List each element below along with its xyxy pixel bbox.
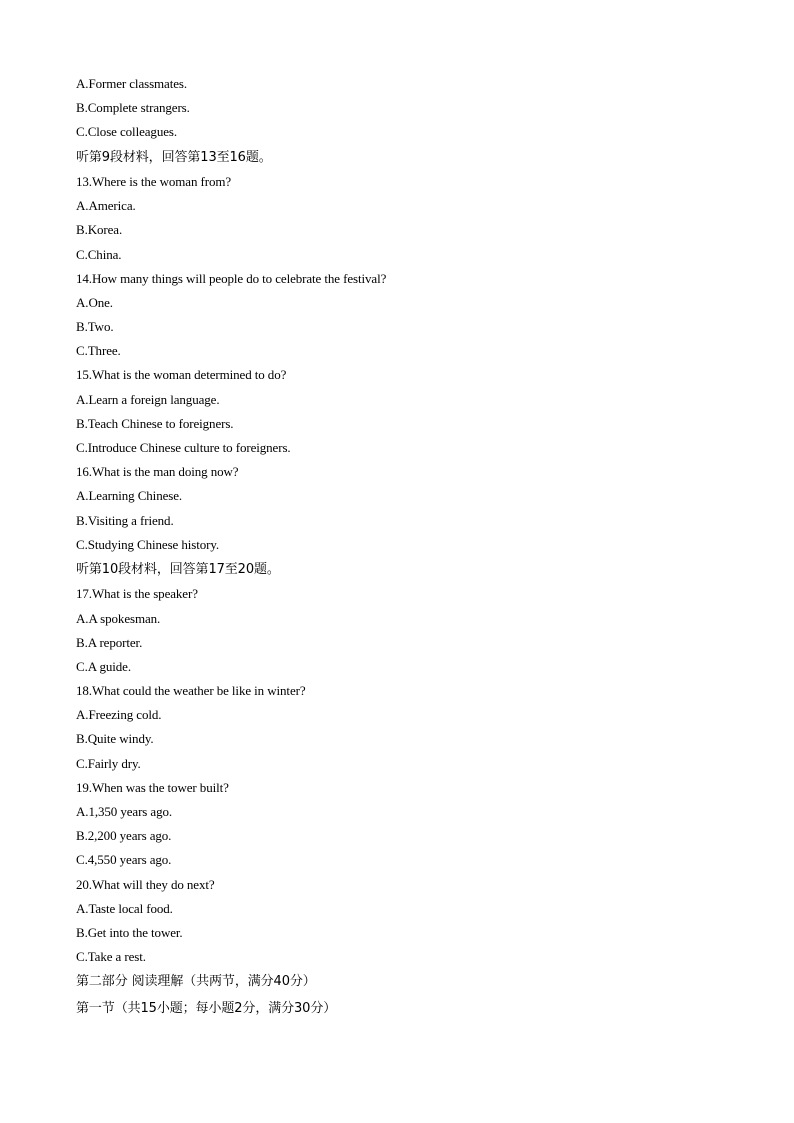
question-line: 17.What is the speaker? <box>76 586 198 602</box>
answer-option: B.Get into the tower. <box>76 924 183 940</box>
document-page <box>76 72 736 1023</box>
answer-option: B.Korea. <box>76 222 123 238</box>
listening-instruction: 听第10段材料，回答第17至20题。 <box>76 561 280 577</box>
answer-option: C.Fairly dry. <box>76 755 141 771</box>
answer-option: A.Former classmates. <box>76 76 188 91</box>
listening-instruction: 听第9段材料，回答第13至16题。 <box>76 149 272 165</box>
answer-option: B.Two. <box>76 319 114 335</box>
answer-option: B.Visiting a friend. <box>76 512 174 528</box>
answer-option: B.Teach Chinese to foreigners. <box>76 415 234 431</box>
answer-option: C.China. <box>76 246 122 262</box>
answer-option: C.Introduce Chinese culture to foreigners. <box>76 440 291 456</box>
question-line: 19.When was the tower built? <box>76 779 229 795</box>
answer-option: A.A spokesman. <box>76 610 161 626</box>
section-heading: 第二部分 阅读理解（共两节，满分40分） <box>76 974 316 990</box>
answer-option: B.Quite windy. <box>76 731 154 747</box>
answer-option: C.4,550 years ago. <box>76 852 172 868</box>
answer-option: A.One. <box>76 294 113 310</box>
answer-option: B.Complete strangers. <box>76 100 190 116</box>
answer-option: C.A guide. <box>76 658 131 674</box>
answer-option: A.America. <box>76 198 136 214</box>
answer-option: C.Studying Chinese history. <box>76 536 220 552</box>
answer-option: A.1,350 years ago. <box>76 804 173 820</box>
section-heading: 第一节（共15小题；每小题2分，满分30分） <box>76 1001 337 1017</box>
answer-option: C.Three. <box>76 343 121 359</box>
answer-option: C.Take a rest. <box>76 949 146 965</box>
answer-option: A.Freezing cold. <box>76 707 162 723</box>
question-line: 16.What is the man doing now? <box>76 464 239 480</box>
answer-option: A.Taste local food. <box>76 900 173 916</box>
answer-option: B.2,200 years ago. <box>76 828 172 844</box>
answer-option: B.A reporter. <box>76 634 143 650</box>
question-line: 15.What is the woman determined to do? <box>76 367 287 383</box>
answer-option: C.Close colleagues. <box>76 124 177 140</box>
question-line: 18.What could the weather be like in winter? <box>76 683 306 699</box>
answer-option: A.Learn a foreign language. <box>76 391 220 407</box>
answer-option: A.Learning Chinese. <box>76 488 183 504</box>
question-line: 14.How many things will people do to celebrate the festival? <box>76 270 387 286</box>
question-line: 20.What will they do next? <box>76 876 215 892</box>
question-line: 13.Where is the woman from? <box>76 173 232 189</box>
